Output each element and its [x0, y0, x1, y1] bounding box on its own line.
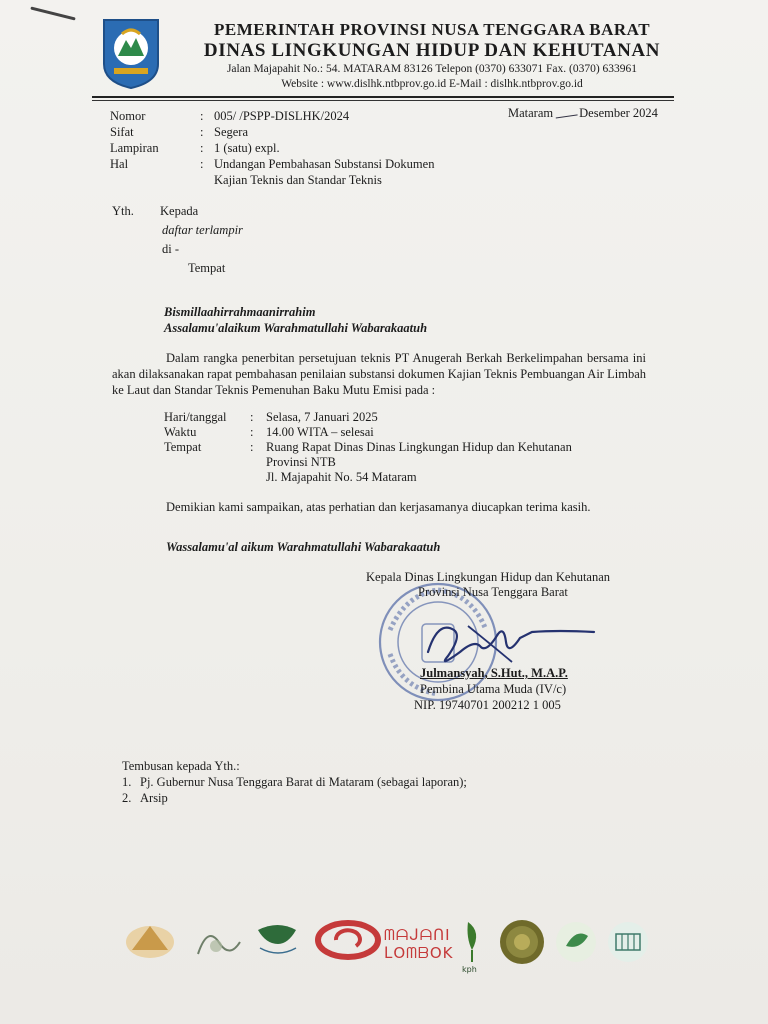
meta-row-hal: Hal : Undangan Pembahasan Substansi Dokumen: [110, 157, 435, 171]
agency-address: Jalan Majapahit No.: 54. MATARAM 83126 Telepon (0370) 633071 Fax. (0370) 633961: [226, 63, 638, 75]
meta-row-sifat: Sifat : Segera: [110, 125, 249, 139]
closing-sentence: Demikian kami sampaikan, atas perhatian dan kerjasamanya diucapkan terima kasih.: [166, 500, 591, 514]
cc-item: 1. Pj. Gubernur Nusa Tenggara Barat di Mataram (sebagai laporan);: [122, 775, 467, 789]
brand-bottom-text: ᒪOᗰᗷOK: [384, 944, 454, 962]
kph-logo-icon: [468, 922, 477, 962]
government-name: PEMERINTAH PROVINSI NUSA TENGGARA BARAT: [213, 20, 651, 39]
handwritten-signature-icon: [408, 612, 598, 672]
meeting-date: Selasa, 7 Januari 2025: [266, 410, 378, 424]
letter-date: Mataram Desember 2024: [508, 106, 658, 120]
agency-website: Website : www.dislhk.ntbprov.go.id E-Mail : dislhk.ntbprov.go.id: [281, 78, 583, 90]
pyramid-logo-icon: [126, 926, 174, 958]
letterhead: [172, 20, 692, 91]
signatory-rank: Pembina Utama Muda (IV/c): [420, 682, 567, 696]
signatory-title: Kepala Dinas Lingkungan Hidup dan Kehutanan: [366, 570, 611, 584]
wassalam: Wassalamu'al aikum Warahmatullahi Wabarakaatuh: [166, 540, 441, 554]
meta-row-lampiran: Lampiran : 1 (satu) expl.: [110, 141, 280, 155]
meeting-place: Ruang Rapat Dinas Dinas Lingkungan Hidup dan Kehutanan: [266, 440, 572, 454]
cc-heading: Tembusan kepada Yth.:: [122, 759, 240, 773]
brand-top-text: ᗰᗩᒍᗩᑎI: [384, 926, 451, 944]
bismillah: Bismillaahirrahmaanirrahim: [164, 305, 316, 319]
body-paragraph: Dalam rangka penerbitan persetujuan teknis PT Anugerah Berkah Berkelimpahan bersama ini akan dilaksanakan rapat pembahasan penilaian substansi dokumen Kajian Teknis Pembuangan Air Limbah ke Laut dan Standar Teknis Pemenuhan Baku Mutu Emisi pada :: [112, 351, 646, 397]
pen-mark: [30, 6, 75, 20]
green-leaf-logo-icon: [556, 922, 596, 962]
signatory-nip: NIP. 19740701 200212 1 005: [414, 698, 561, 712]
recipient-block: Yth. Kepada daftar terlampir di - Tempat: [112, 204, 243, 275]
building-logo-icon: [608, 922, 648, 962]
meeting-time: 14.00 WITA – selesai: [266, 425, 374, 439]
kph-text: kph: [462, 965, 477, 974]
signatory-province: Provinsi Nusa Tenggara Barat: [418, 585, 568, 599]
carbon-copy-list: [122, 758, 467, 806]
meta-row-nomor: Nomor : 005/ /PSPP-DISLHK/2024: [110, 108, 514, 124]
greeting: Assalamu'alaikum Warahmatullahi Wabarakaatuh: [164, 321, 428, 335]
meta-row-hal-cont: Kajian Teknis dan Standar Teknis: [214, 173, 382, 187]
agency-name: DINAS LINGKUNGAN HIDUP DAN KEHUTANAN: [203, 40, 661, 61]
footer-logos: [120, 914, 660, 976]
letterhead-rule: [92, 96, 674, 98]
letter-body: [112, 304, 646, 555]
signatory-name: Julmansyah, S.Hut., M.A.P.: [420, 666, 568, 680]
letterhead-rule-thin: [92, 100, 674, 101]
meeting-details: Hari/tanggal : Selasa, 7 Januari 2025 Waktu : 14.00 WITA – selesai Tempat : Ruang Rapat Dinas Dinas Lingkungan Hidup dan Kehutanan Provinsi NTB Jl. Majapahit No. 54 Mataram: [164, 410, 646, 485]
cc-item: 2. Arsip: [122, 791, 168, 805]
signature-block: [366, 570, 666, 712]
letter-metadata: [110, 108, 514, 188]
handwritten-day: [554, 105, 577, 119]
green-emblem-icon: [258, 925, 296, 953]
province-emblem-icon: [100, 16, 162, 90]
mandalika-logo-icon: [318, 923, 378, 957]
bird-logo-icon: [198, 936, 240, 954]
round-seal-logo-icon: [500, 920, 544, 964]
letter-number: 005/ /PSPP-DISLHK/2024: [214, 109, 350, 123]
